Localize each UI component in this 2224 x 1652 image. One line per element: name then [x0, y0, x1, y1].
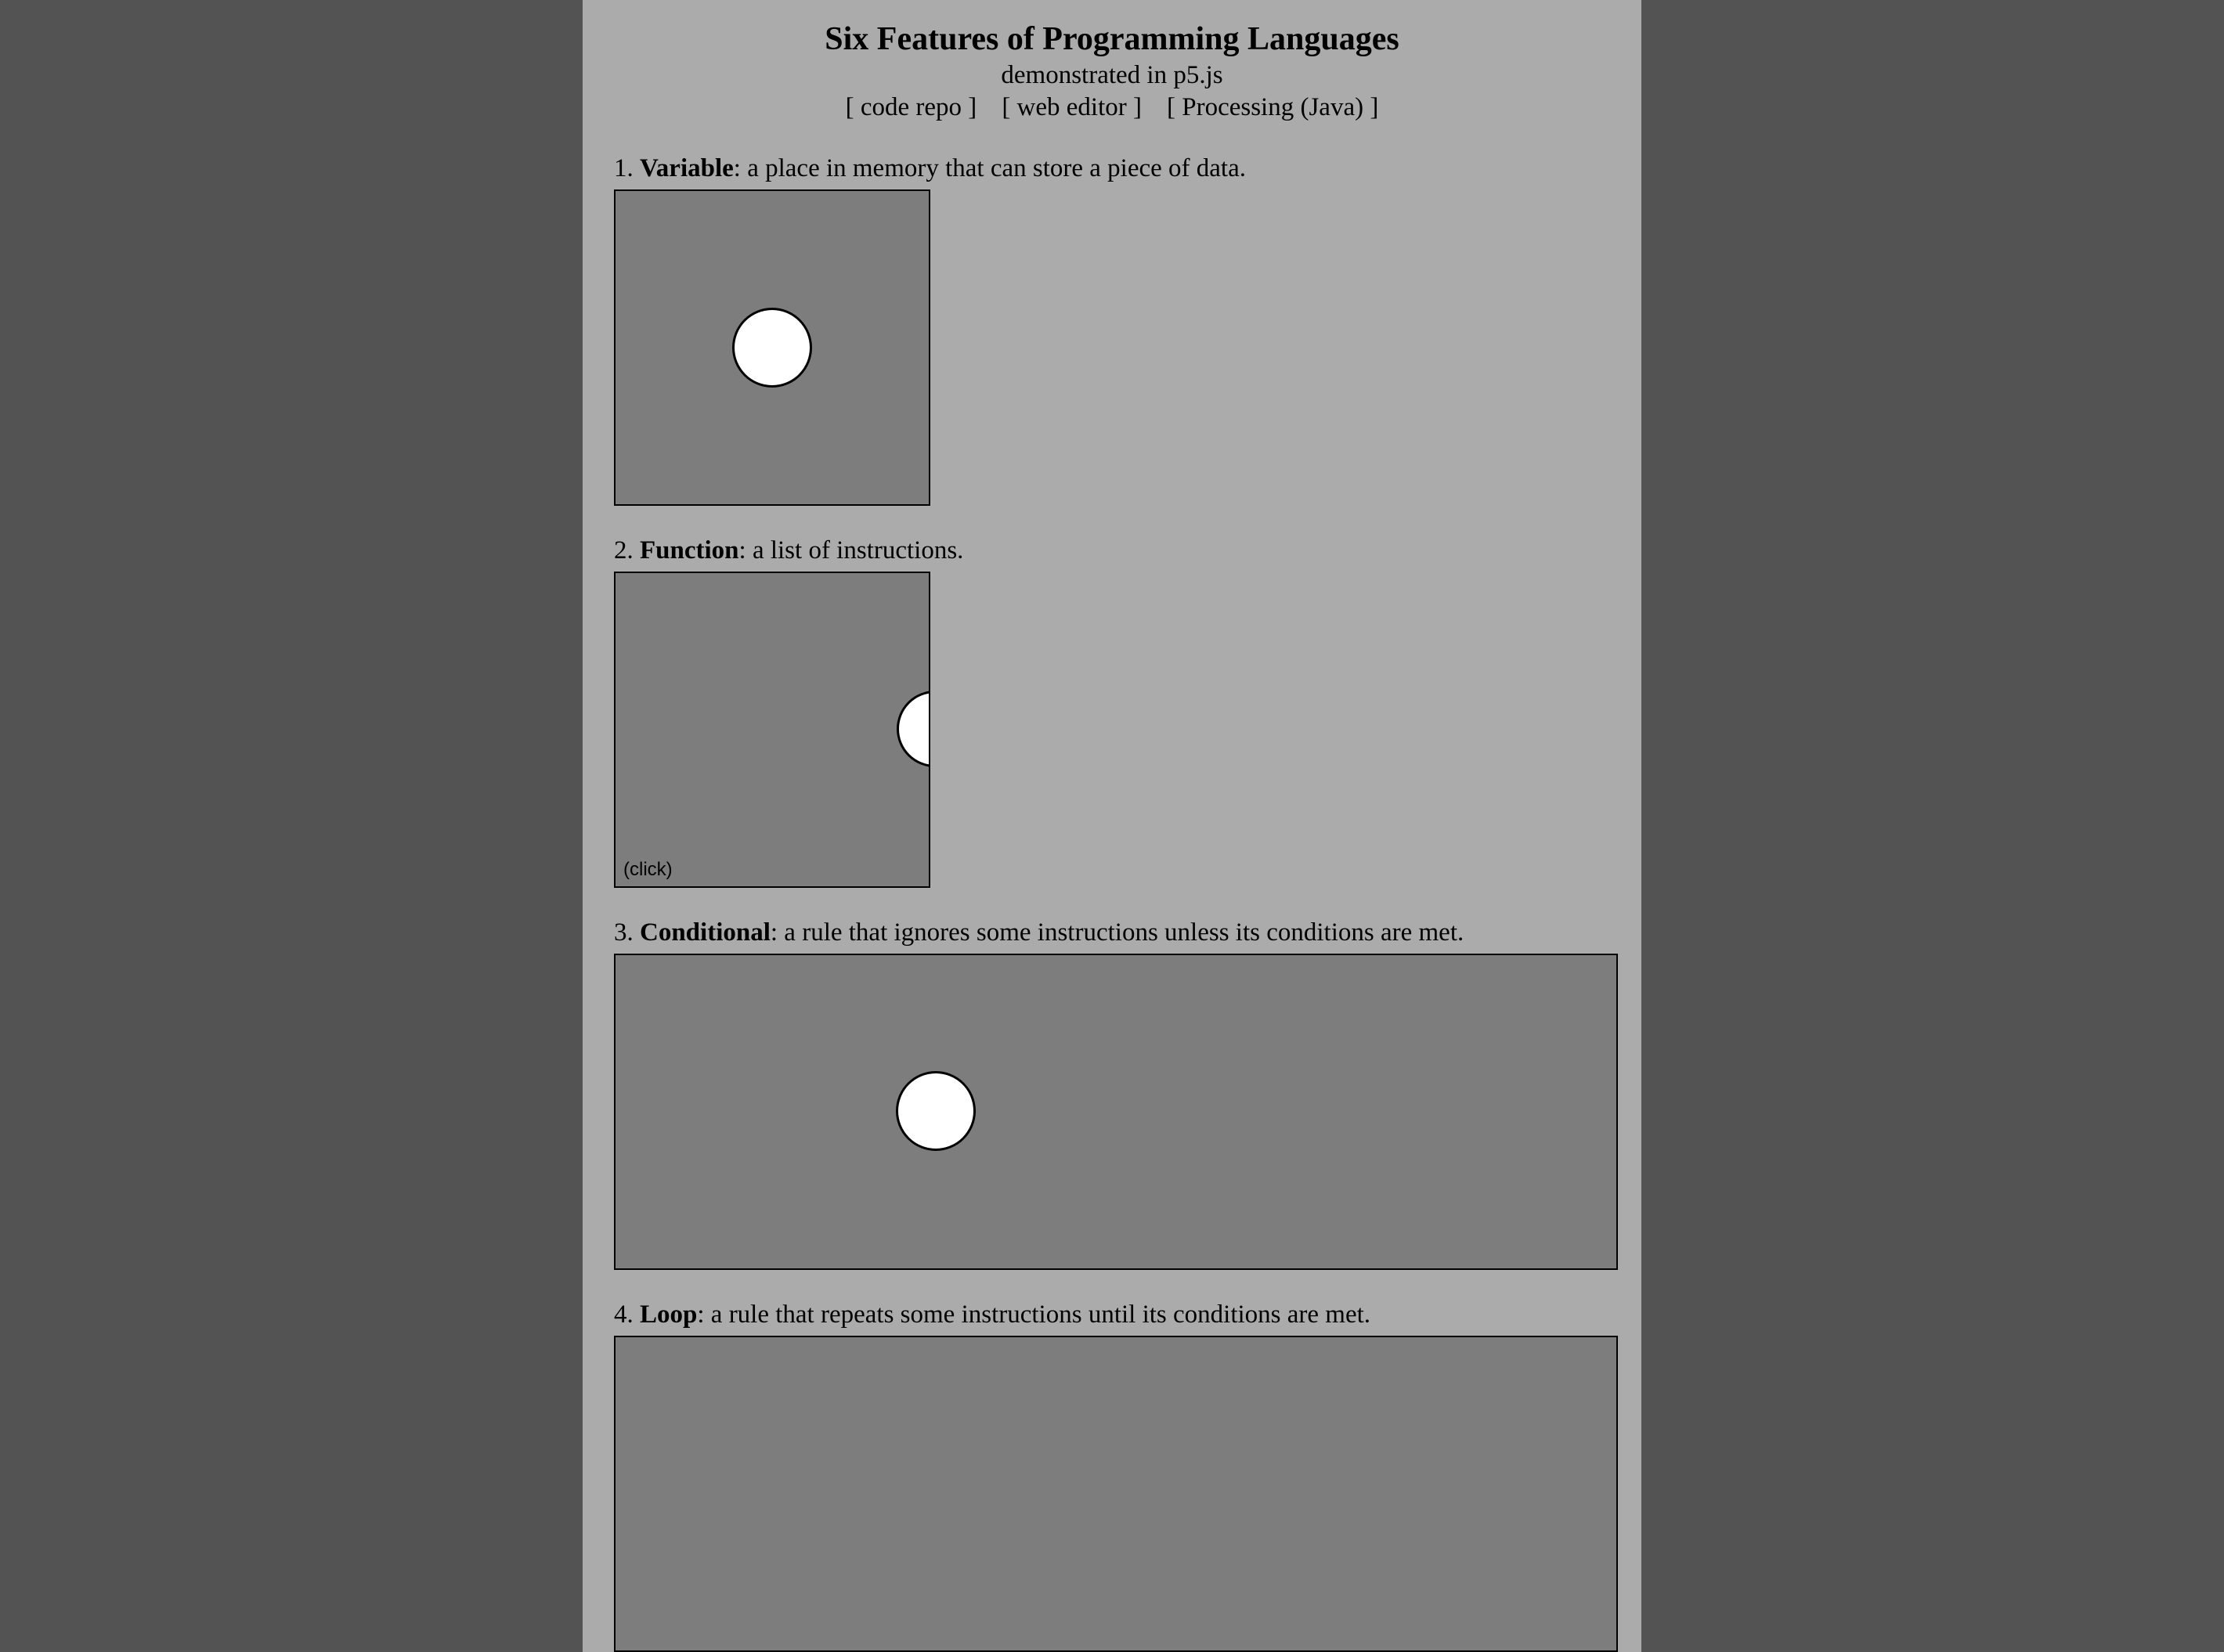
section-function: [614, 534, 1641, 888]
content-column: [583, 0, 1641, 1652]
section-term: Function: [640, 536, 739, 564]
section-term: Loop: [640, 1300, 698, 1329]
code-repo-link[interactable]: [ code repo ]: [845, 93, 977, 121]
section-term: Variable: [640, 154, 734, 182]
processing-java-link[interactable]: [ Processing (Java) ]: [1167, 93, 1379, 121]
circle-shape: [732, 308, 812, 388]
circle-shape: [896, 1071, 976, 1151]
section-conditional: [614, 916, 1641, 1270]
page-header: [583, 19, 1641, 124]
section-loop: [614, 1298, 1641, 1652]
section-description: : a rule that repeats some instructions until its conditions are met.: [697, 1300, 1371, 1329]
page-title: Six Features of Programming Languages: [825, 21, 1399, 57]
link-row: [583, 91, 1641, 124]
section-description: : a list of instructions.: [738, 536, 964, 564]
p5-canvas-function[interactable]: [614, 572, 930, 888]
section-heading: [614, 1298, 1641, 1331]
section-term: Conditional: [640, 918, 771, 947]
p5-canvas-loop[interactable]: [614, 1336, 1618, 1652]
section-number: 1.: [614, 154, 640, 182]
circle-shape: [897, 691, 930, 767]
section-description: : a place in memory that can store a piece of data.: [733, 154, 1246, 182]
click-hint-label: (click): [623, 859, 673, 880]
page-subtitle: demonstrated in p5.js: [1001, 61, 1223, 89]
section-heading: [614, 534, 1641, 567]
p5-canvas-variable[interactable]: [614, 189, 930, 506]
section-heading: [614, 916, 1641, 949]
p5-canvas-conditional[interactable]: [614, 954, 1618, 1270]
section-number: 2.: [614, 536, 640, 564]
section-number: 3.: [614, 918, 640, 947]
section-number: 4.: [614, 1300, 640, 1329]
web-editor-link[interactable]: [ web editor ]: [1002, 93, 1142, 121]
section-description: : a rule that ignores some instructions unless its conditions are met.: [770, 918, 1464, 947]
section-variable: [614, 152, 1641, 506]
section-heading: [614, 152, 1641, 185]
